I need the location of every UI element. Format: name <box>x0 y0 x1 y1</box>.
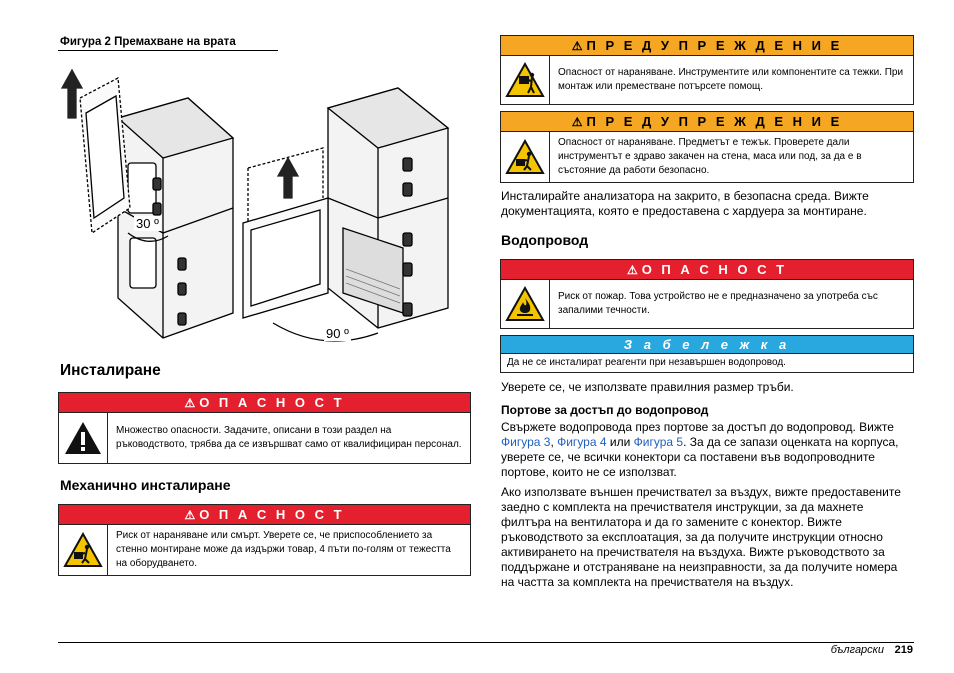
warning-header-label: П Р Е Д У П Р Е Ж Д Е Н И Е <box>586 38 843 53</box>
page-number: 219 <box>894 644 913 656</box>
footer-rule <box>58 642 914 643</box>
plumbing-heading: Водопровод <box>501 232 589 248</box>
danger-header <box>59 505 470 525</box>
warning-header <box>501 36 913 56</box>
lifting-hazard-icon <box>501 56 549 104</box>
mech-install-heading: Механично инсталиране <box>60 477 231 493</box>
danger-text-general: Множество опасности. Задачите, описани в този раздел на ръководството, трябва да се извършват само от квалифициран персонал. <box>107 413 470 463</box>
note-text-reagents: Да не се инсталират реагенти при незавършен водопровод. <box>507 357 786 368</box>
danger-header <box>59 393 470 413</box>
danger-box-mounting <box>58 504 471 576</box>
tube-size-paragraph: Уверете се, че използвате правилния размер тръби. <box>501 380 794 394</box>
warning-header-label: П Р Е Д У П Р Е Ж Д Е Н И Е <box>586 114 843 129</box>
ports-text-1: Свържете водопровода през портове за достъп до водопровод. Вижте <box>501 420 894 434</box>
heavy-object-icon <box>501 132 549 182</box>
warning-triangle-icon: ⚠ <box>571 39 583 53</box>
install-indoors-paragraph: Инсталирайте анализатора на закрито, в безопасна среда. Вижте документацията, която е предоставена с хардуера за монтиране. <box>501 189 869 218</box>
danger-text-mounting: Риск от нараняване или смърт. Уверете се, че приспособлението за стенно монтиране може да издържи товар, 4 пъти по-голям от тежестта на оборудването. <box>107 525 470 575</box>
ports-sep-1: , <box>550 435 558 449</box>
danger-header-label: О П А С Н О С Т <box>641 262 788 277</box>
note-header: З а б е л е ж к а <box>501 336 913 354</box>
note-box-reagents <box>500 335 914 373</box>
warning-text-heavy-components: Опасност от нараняване. Инструментите или компонентите са тежки. При монтаж или преместване потърсете помощ. <box>549 56 913 104</box>
heavy-object-icon <box>59 525 107 575</box>
figure-5-link[interactable]: Фигура 5 <box>633 435 684 449</box>
ports-sep-2: или <box>606 435 634 449</box>
warning-triangle-icon: ⚠ <box>184 396 196 410</box>
ports-text-2: . За да се запази оценката на корпуса, уверете се, че всички конектори са поставени във водопроводните портове, които не се използват. <box>501 435 899 479</box>
door-removal-illustration <box>58 58 470 358</box>
plumbing-ports-paragraph <box>501 420 913 480</box>
footer-language: български <box>830 644 884 656</box>
figure-caption: Фигура 2 Премахване на врата <box>60 36 236 48</box>
warning-triangle-icon: ⚠ <box>184 508 196 522</box>
plumbing-ports-heading: Портове за достъп до водопровод <box>501 403 709 417</box>
danger-header-label: О П А С Н О С Т <box>199 507 345 522</box>
figure-3-link[interactable]: Фигура 3 <box>501 435 551 449</box>
danger-box-fire <box>500 259 914 329</box>
angle-label-30: 30 º <box>136 216 159 231</box>
warning-box-heavy-components <box>500 35 914 105</box>
install-heading: Инсталиране <box>60 362 161 379</box>
figure-caption-rule <box>58 50 278 51</box>
danger-text-fire: Риск от пожар. Това устройство не е предназначено за употреба със запалими течности. <box>549 280 913 328</box>
angle-label-90: 90 º <box>326 326 349 341</box>
danger-header <box>501 260 913 280</box>
warning-triangle-icon: ⚠ <box>626 263 638 277</box>
warning-box-heavy-object <box>500 111 914 183</box>
exclamation-hazard-icon <box>59 413 107 463</box>
air-purifier-paragraph: Ако използвате външен пречиствател за въздух, вижте предоставените заедно с комплекта на пречиствателя инструкции, за да махнете филтъра на вентилатора и да го замените с конектор. Вижте ръководството за експлоатация, за да получите инструкции относно активирането на пречиствателя на въздуха. Вижте ръководството за поддържане и отстраняване на неизправности, за да получите номера на частта за комплекта на пречиствателя на въздух. <box>501 485 901 589</box>
danger-header-label: О П А С Н О С Т <box>199 395 345 410</box>
figure-4-link[interactable]: Фигура 4 <box>557 435 607 449</box>
warning-text-heavy-object: Опасност от нараняване. Предметът е тежък. Проверете дали инструментът е здраво закачен на стена, маса или под, за да е в състояние да работи безопасно. <box>549 132 913 182</box>
door-removal-figure <box>58 58 470 358</box>
danger-box-general <box>58 392 471 464</box>
warning-header <box>501 112 913 132</box>
fire-hazard-icon <box>501 280 549 328</box>
warning-triangle-icon: ⚠ <box>571 115 583 129</box>
